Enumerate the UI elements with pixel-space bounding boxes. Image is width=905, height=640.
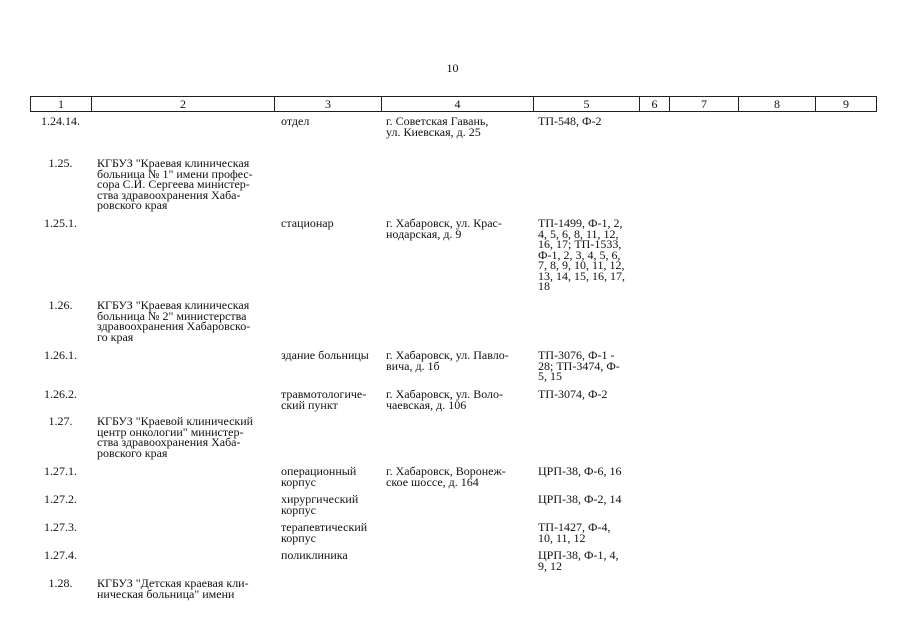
- object-name: здание больницы: [281, 348, 369, 362]
- power-source: ЦРП-38, Ф-6, 16: [538, 464, 622, 478]
- column-header: 1: [31, 97, 92, 111]
- table-header: [30, 96, 877, 112]
- row-number: 1.25.1.: [44, 216, 77, 230]
- row-number: 1.27.: [48, 414, 73, 428]
- column-header: 9: [843, 97, 849, 111]
- power-source: ТП-3076, Ф-1 - 28; ТП-3474, Ф- 5, 15: [538, 348, 620, 383]
- page-number: 10: [446, 61, 459, 75]
- object-name: травмотологиче- ский пункт: [281, 387, 367, 412]
- object-name: стационар: [281, 216, 334, 230]
- column-header: 2: [92, 97, 275, 111]
- column-header: 4: [382, 97, 534, 111]
- column-header: 3: [275, 97, 382, 111]
- organization-name: КГБУЗ "Краевой клинический центр онкологии" министер- ства здравоохранения Хаба- ровского края: [97, 414, 254, 460]
- row-number: 1.24.14.: [41, 114, 80, 128]
- organization-name: КГБУЗ "Краевая клиническая больница № 1" имени профес- сора С.И. Сергеева министер- ства здравоохранения Хаба- ровского края: [97, 156, 253, 212]
- object-name: хирургический корпус: [281, 492, 359, 517]
- power-source: ТП-3074, Ф-2: [538, 387, 608, 401]
- row-number: 1.27.3.: [44, 520, 77, 534]
- row-number: 1.26.2.: [44, 387, 77, 401]
- row-number: 1.26.: [48, 298, 73, 312]
- object-name: поликлиника: [281, 548, 348, 562]
- address: г. Советская Гавань, ул. Киевская, д. 25: [386, 114, 489, 139]
- address: г. Хабаровск, ул. Павло- вича, д. 1б: [386, 348, 509, 373]
- column-header: 6: [640, 97, 670, 111]
- column-header: 8: [739, 97, 816, 111]
- address: г. Хабаровск, Воронеж- ское шоссе, д. 164: [386, 464, 506, 489]
- column-header: 7: [670, 97, 739, 111]
- row-number: 1.27.1.: [44, 464, 77, 478]
- column-header: 5: [534, 97, 640, 111]
- address: г. Хабаровск, ул. Воло- чаевская, д. 106: [386, 387, 504, 412]
- row-number: 1.26.1.: [44, 348, 77, 362]
- object-name: операционный корпус: [281, 464, 357, 489]
- power-source: ЦРП-38, Ф-1, 4, 9, 12: [538, 548, 619, 573]
- organization-name: КГБУЗ "Краевая клиническая больница № 2" министерства здравоохранения Хабаровско- го края: [97, 298, 251, 344]
- object-name: терапевтический корпус: [281, 520, 368, 545]
- row-number: 1.27.2.: [44, 492, 77, 506]
- row-number: 1.25.: [48, 156, 73, 170]
- row-number: 1.27.4.: [44, 548, 77, 562]
- address: г. Хабаровск, ул. Крас- нодарская, д. 9: [386, 216, 502, 241]
- organization-name: КГБУЗ "Детская краевая кли- ническая больница" имени: [97, 576, 249, 601]
- power-source: ТП-1427, Ф-4, 10, 11, 12: [538, 520, 611, 545]
- object-name: отдел: [281, 114, 310, 128]
- power-source: ТП-1499, Ф-1, 2, 4, 5, 6, 8, 11, 12, 16, 17; ТП-1533, Ф-1, 2, 3, 4, 5, 6, 7, 8, 9, 10, 11, 12, 13, 14, 15, 16, 17, 18: [538, 216, 625, 293]
- row-number: 1.28.: [48, 576, 73, 590]
- power-source: ТП-548, Ф-2: [538, 114, 602, 128]
- power-source: ЦРП-38, Ф-2, 14: [538, 492, 622, 506]
